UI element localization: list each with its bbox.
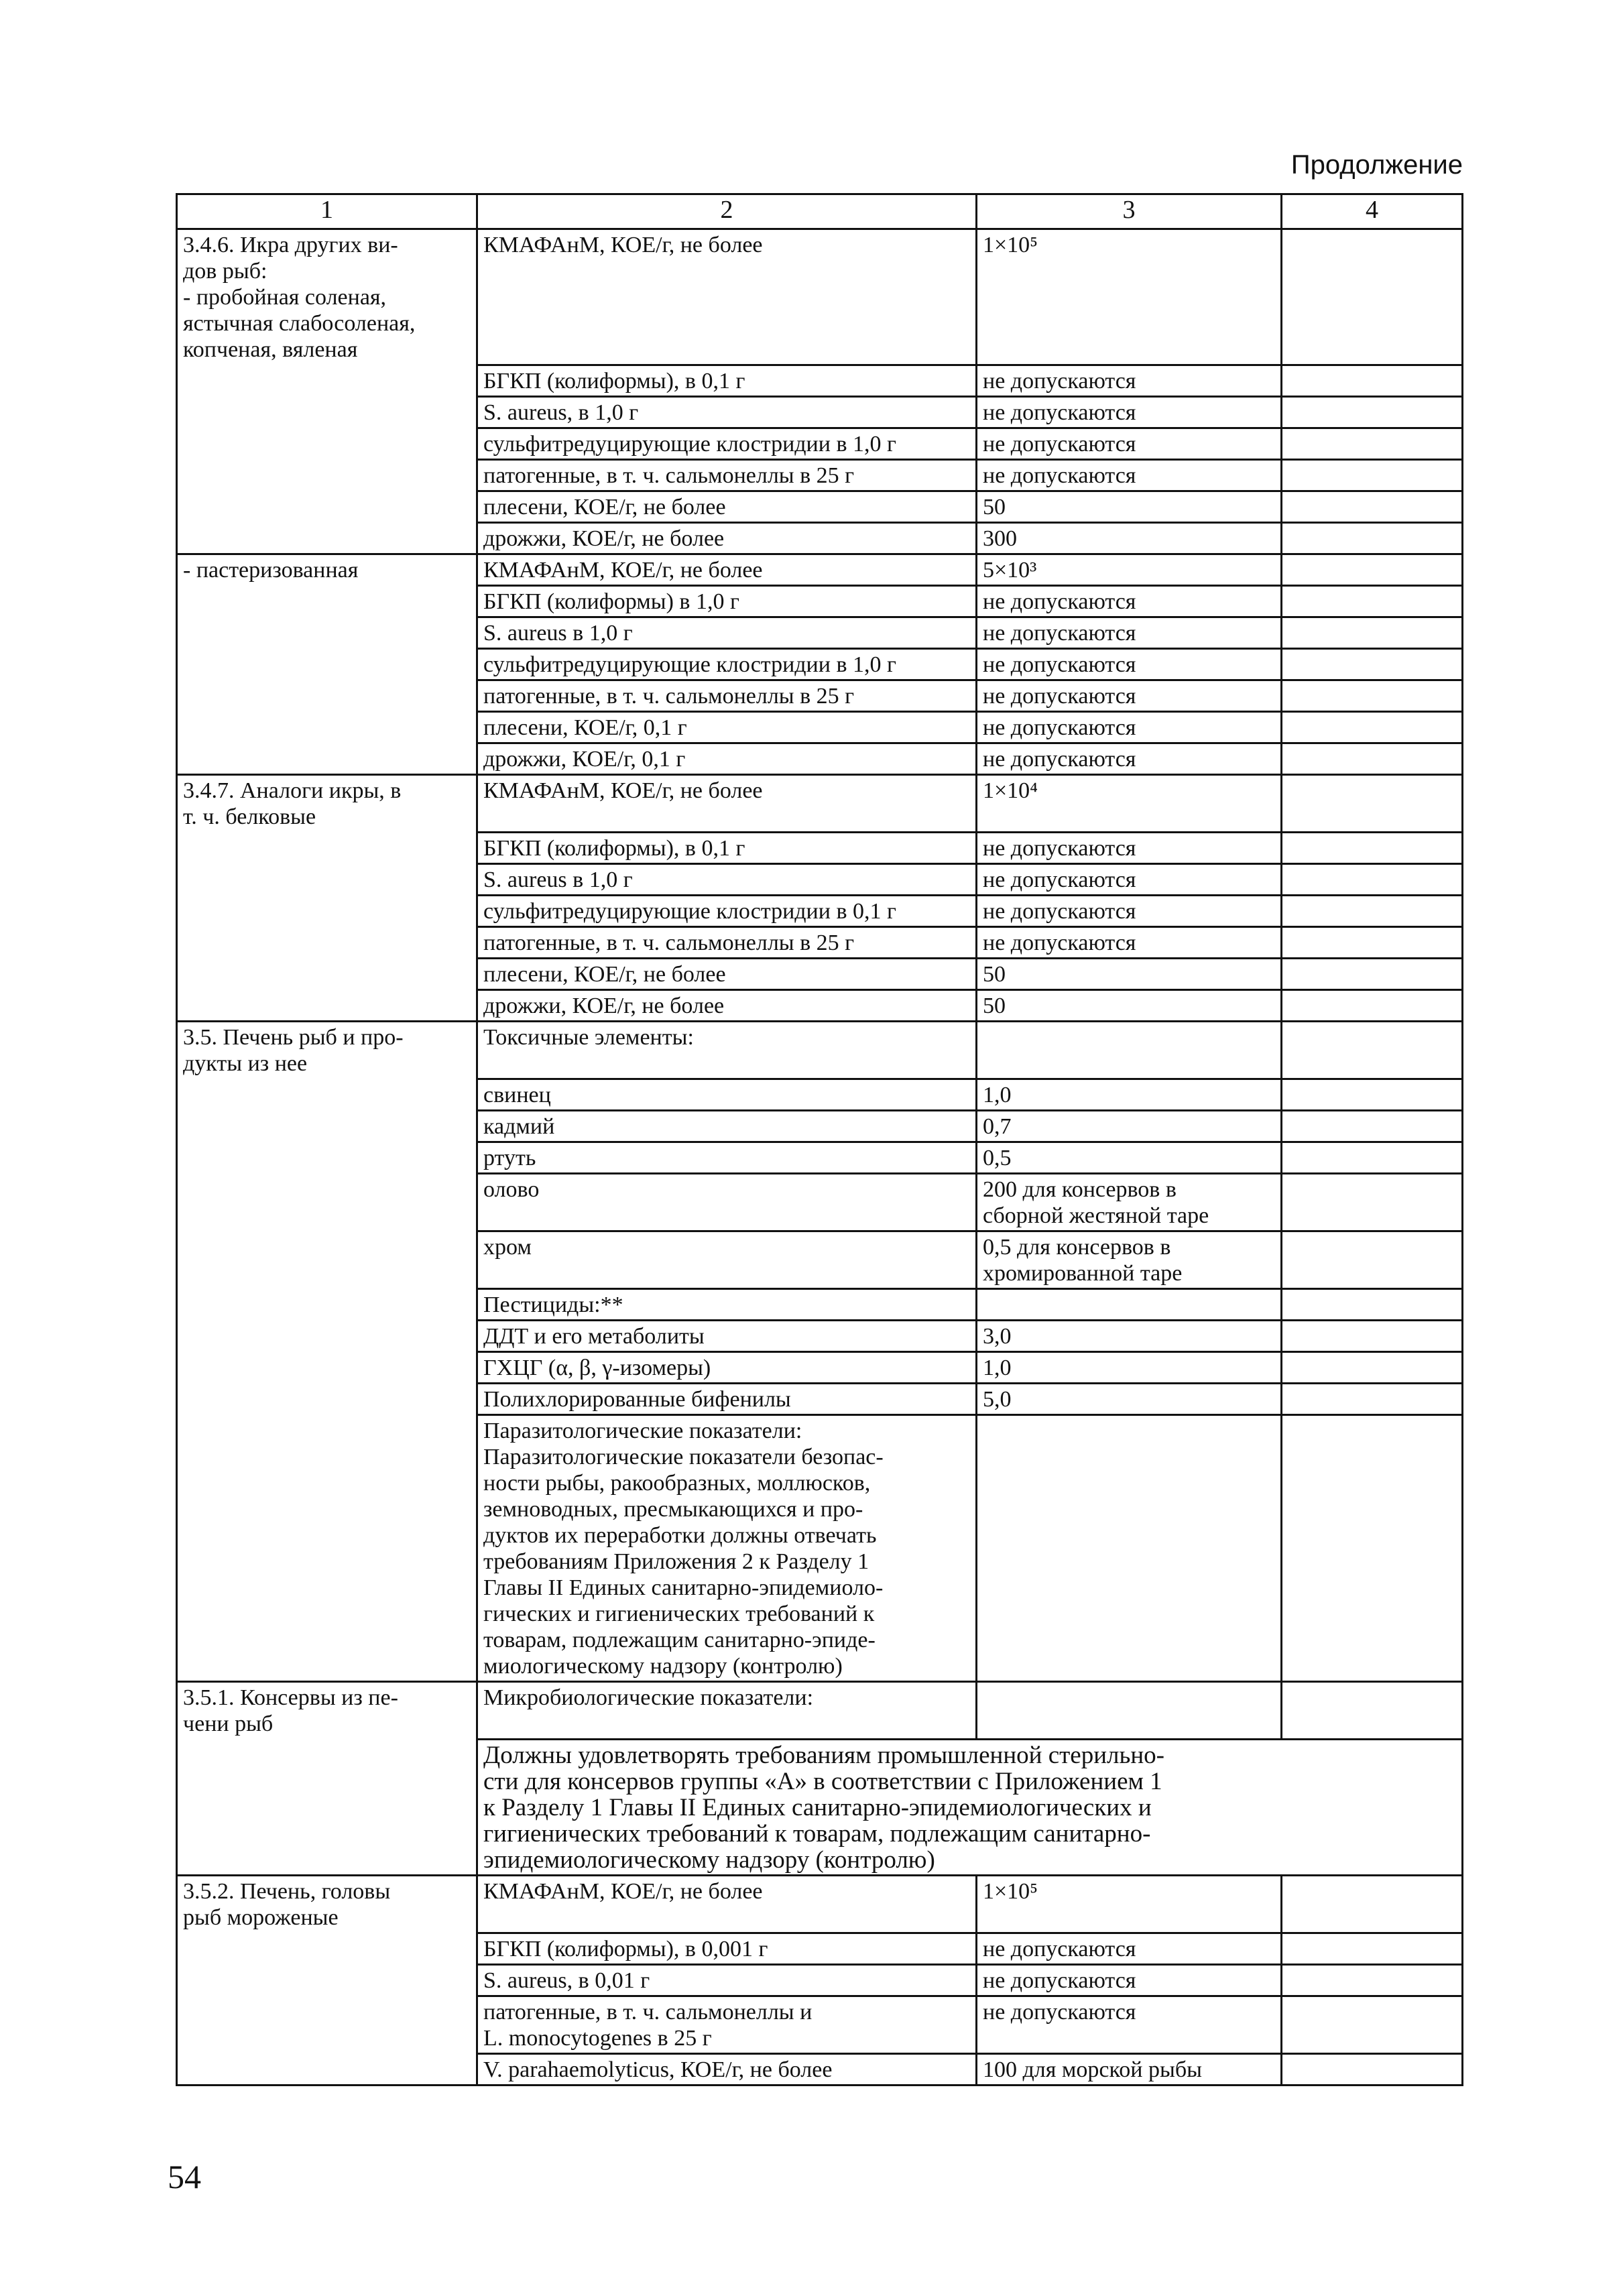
- note-cell: [1282, 1965, 1463, 1996]
- indicator-cell: БГКП (колиформы), в 0,001 г: [477, 1933, 977, 1965]
- note-cell: [1282, 959, 1463, 990]
- category-cell-continued: [177, 1352, 477, 1384]
- norm-value-cell: [977, 1682, 1282, 1740]
- note-cell: [1282, 586, 1463, 617]
- table-row: [177, 775, 1463, 833]
- category-cell-continued: [177, 864, 477, 896]
- table-row: [177, 1415, 1463, 1682]
- norm-value-cell: не допускаются: [977, 1996, 1282, 2054]
- norm-value-cell: 0,5: [977, 1142, 1282, 1174]
- norm-value-cell: 100 для морской рыбы: [977, 2054, 1282, 2086]
- indicator-cell: патогенные, в т. ч. сальмонеллы в 25 г: [477, 680, 977, 712]
- note-cell: [1282, 2054, 1463, 2086]
- note-cell: [1282, 229, 1463, 365]
- norm-value-cell: [977, 1289, 1282, 1321]
- note-cell: [1282, 927, 1463, 959]
- indicator-cell: КМАФАнМ, КОЕ/г, не более: [477, 775, 977, 833]
- table-row: [177, 990, 1463, 1022]
- indicator-cell: ГХЦГ (α, β, γ-изомеры): [477, 1352, 977, 1384]
- indicator-cell: дрожжи, КОЕ/г, 0,1 г: [477, 743, 977, 775]
- indicator-cell: плесени, КОЕ/г, 0,1 г: [477, 712, 977, 743]
- indicator-cell: кадмий: [477, 1111, 977, 1142]
- indicator-cell: плесени, КОЕ/г, не более: [477, 959, 977, 990]
- norm-value-cell: не допускаются: [977, 586, 1282, 617]
- category-cell-continued: [177, 428, 477, 460]
- norm-value-cell: 200 для консервов в сборной жестяной таре: [977, 1174, 1282, 1231]
- table-row: [177, 833, 1463, 864]
- category-cell: 3.5.1. Консервы из пе- чени рыб: [177, 1682, 477, 1740]
- norm-value-cell: не допускаются: [977, 460, 1282, 491]
- category-cell-continued: [177, 959, 477, 990]
- indicator-cell: Полихлорированные бифенилы: [477, 1384, 977, 1415]
- category-cell-continued: [177, 1231, 477, 1289]
- norm-value-cell: не допускаются: [977, 1965, 1282, 1996]
- norm-value-cell: 0,7: [977, 1111, 1282, 1142]
- note-cell: [1282, 1415, 1463, 1682]
- table-row: [177, 1174, 1463, 1231]
- indicator-cell: ДДТ и его метаболиты: [477, 1321, 977, 1352]
- category-cell: 3.4.7. Аналоги икры, в т. ч. белковые: [177, 775, 477, 833]
- category-cell-continued: [177, 365, 477, 397]
- column-header: 1: [177, 194, 477, 229]
- norm-value-cell: 1×10⁵: [977, 229, 1282, 365]
- note-cell: [1282, 1142, 1463, 1174]
- indicator-cell: олово: [477, 1174, 977, 1231]
- table-row: [177, 460, 1463, 491]
- note-cell: [1282, 1384, 1463, 1415]
- category-cell-continued: [177, 460, 477, 491]
- table-row: [177, 680, 1463, 712]
- norm-value-cell: не допускаются: [977, 712, 1282, 743]
- indicator-cell: патогенные, в т. ч. сальмонеллы в 25 г: [477, 460, 977, 491]
- note-cell: [1282, 523, 1463, 554]
- note-cell: [1282, 775, 1463, 833]
- category-cell-continued: [177, 649, 477, 680]
- table-row: [177, 428, 1463, 460]
- page-number: 54: [168, 2158, 201, 2195]
- category-cell-continued: [177, 586, 477, 617]
- note-cell: [1282, 896, 1463, 927]
- category-cell: 3.4.6. Икра других ви- дов рыб: - пробойная соленая, ястычная слабосоленая, копченая, вяленая: [177, 229, 477, 365]
- norm-value-cell: не допускаются: [977, 1933, 1282, 1965]
- table-row: [177, 927, 1463, 959]
- indicator-cell: ртуть: [477, 1142, 977, 1174]
- category-cell-continued: [177, 1415, 477, 1682]
- column-header: 3: [977, 194, 1282, 229]
- norm-value-cell: не допускаются: [977, 680, 1282, 712]
- note-cell: [1282, 1352, 1463, 1384]
- norm-value-cell: [977, 1415, 1282, 1682]
- norm-value-cell: 0,5 для консервов в хромированной таре: [977, 1231, 1282, 1289]
- category-cell: 3.5. Печень рыб и про- дукты из нее: [177, 1022, 477, 1079]
- category-cell-continued: [177, 743, 477, 775]
- category-cell-continued: [177, 1142, 477, 1174]
- note-cell: [1282, 1876, 1463, 1933]
- note-cell: [1282, 617, 1463, 649]
- table-row: [177, 2054, 1463, 2086]
- category-cell-continued: [177, 1384, 477, 1415]
- table-row: [177, 1965, 1463, 1996]
- table-row: [177, 1876, 1463, 1933]
- indicator-cell: Пестициды:**: [477, 1289, 977, 1321]
- category-cell-continued: [177, 491, 477, 523]
- category-cell-continued: [177, 990, 477, 1022]
- table-row: [177, 365, 1463, 397]
- category-cell-continued: [177, 680, 477, 712]
- category-cell-continued: [177, 1111, 477, 1142]
- table-row: [177, 1231, 1463, 1289]
- table-row: [177, 712, 1463, 743]
- table-row: [177, 1384, 1463, 1415]
- continuation-label: Продолжение: [1290, 150, 1463, 180]
- indicator-cell: БГКП (колиформы), в 0,1 г: [477, 365, 977, 397]
- indicator-cell: дрожжи, КОЕ/г, не более: [477, 990, 977, 1022]
- note-cell: [1282, 491, 1463, 523]
- table-row: [177, 1022, 1463, 1079]
- note-cell: [1282, 649, 1463, 680]
- category-cell-continued: [177, 2054, 477, 2086]
- note-cell: [1282, 712, 1463, 743]
- norm-value-cell: 50: [977, 990, 1282, 1022]
- indicator-cell: патогенные, в т. ч. сальмонеллы в 25 г: [477, 927, 977, 959]
- table-row: [177, 1996, 1463, 2054]
- table-body: [177, 194, 1463, 2086]
- indicator-cell: сульфитредуцирующие клостридии в 1,0 г: [477, 428, 977, 460]
- category-cell-continued: [177, 1321, 477, 1352]
- indicator-cell: плесени, КОЕ/г, не более: [477, 491, 977, 523]
- norm-value-cell: не допускаются: [977, 896, 1282, 927]
- category-cell-continued: [177, 833, 477, 864]
- indicator-cell: КМАФАнМ, КОЕ/г, не более: [477, 1876, 977, 1933]
- category-cell-continued: [177, 1996, 477, 2054]
- table-row: [177, 554, 1463, 586]
- note-cell: [1282, 1321, 1463, 1352]
- table-row: [177, 1289, 1463, 1321]
- norm-value-cell: не допускаются: [977, 397, 1282, 428]
- indicator-cell: БГКП (колиформы), в 0,1 г: [477, 833, 977, 864]
- indicator-cell: S. aureus, в 0,01 г: [477, 1965, 977, 1996]
- note-cell: [1282, 833, 1463, 864]
- table-row: [177, 586, 1463, 617]
- indicator-cell: S. aureus в 1,0 г: [477, 864, 977, 896]
- column-header: 2: [477, 194, 977, 229]
- norm-value-cell: 1×10⁵: [977, 1876, 1282, 1933]
- norms-table: [176, 193, 1463, 2086]
- category-cell-continued: [177, 1965, 477, 1996]
- norm-value-cell: не допускаются: [977, 743, 1282, 775]
- category-cell-continued: [177, 1079, 477, 1111]
- note-cell: [1282, 1996, 1463, 2054]
- category-cell-continued: [177, 927, 477, 959]
- category-cell-continued: [177, 1289, 477, 1321]
- table-row: [177, 959, 1463, 990]
- norm-value-cell: 1,0: [977, 1079, 1282, 1111]
- norm-value-cell: не допускаются: [977, 428, 1282, 460]
- table-row: [177, 1682, 1463, 1740]
- norm-value-cell: не допускаются: [977, 833, 1282, 864]
- note-cell: [1282, 1111, 1463, 1142]
- norm-value-cell: не допускаются: [977, 617, 1282, 649]
- category-cell: - пастеризованная: [177, 554, 477, 586]
- table-row: [177, 1740, 1463, 1876]
- norm-value-cell: 1×10⁴: [977, 775, 1282, 833]
- note-cell: [1282, 1231, 1463, 1289]
- note-cell: [1282, 743, 1463, 775]
- column-header-row: [177, 194, 1463, 229]
- note-cell: [1282, 864, 1463, 896]
- table-row: [177, 743, 1463, 775]
- category-cell-continued: [177, 712, 477, 743]
- indicator-cell: БГКП (колиформы) в 1,0 г: [477, 586, 977, 617]
- indicator-cell: хром: [477, 1231, 977, 1289]
- table-row: [177, 523, 1463, 554]
- indicator-cell: сульфитредуцирующие клостридии в 0,1 г: [477, 896, 977, 927]
- category-cell-continued: [177, 397, 477, 428]
- norm-value-cell: 50: [977, 959, 1282, 990]
- category-cell-continued: [177, 1933, 477, 1965]
- indicator-cell: свинец: [477, 1079, 977, 1111]
- table-row: [177, 896, 1463, 927]
- note-cell: [1282, 460, 1463, 491]
- indicator-cell: сульфитредуцирующие клостридии в 1,0 г: [477, 649, 977, 680]
- table-row: [177, 491, 1463, 523]
- indicator-cell: КМАФАнМ, КОЕ/г, не более: [477, 229, 977, 365]
- norm-value-cell: 300: [977, 523, 1282, 554]
- norm-value-cell: [977, 1022, 1282, 1079]
- indicator-cell: патогенные, в т. ч. сальмонеллы и L. monocytogenes в 25 г: [477, 1996, 977, 2054]
- indicator-cell: S. aureus, в 1,0 г: [477, 397, 977, 428]
- merged-requirement-cell: Должны удовлетворять требованиям промышленной стерильно- сти для консервов группы «А» в соответствии с Приложением 1 к Разделу 1 Главы II Единых санитарно-эпидемиологических и гигиенических требований к товарам, подлежащим санитарно- эпидемиологическому надзору (контролю): [477, 1740, 1463, 1876]
- note-cell: [1282, 680, 1463, 712]
- category-cell-continued: [177, 1174, 477, 1231]
- indicator-cell: дрожжи, КОЕ/г, не более: [477, 523, 977, 554]
- note-cell: [1282, 1933, 1463, 1965]
- column-header: 4: [1282, 194, 1463, 229]
- table-row: [177, 1321, 1463, 1352]
- indicator-cell: Токсичные элементы:: [477, 1022, 977, 1079]
- table-row: [177, 397, 1463, 428]
- norm-value-cell: 50: [977, 491, 1282, 523]
- indicator-cell: КМАФАнМ, КОЕ/г, не более: [477, 554, 977, 586]
- note-cell: [1282, 397, 1463, 428]
- table-row: [177, 649, 1463, 680]
- norm-value-cell: не допускаются: [977, 365, 1282, 397]
- norm-value-cell: не допускаются: [977, 864, 1282, 896]
- note-cell: [1282, 1289, 1463, 1321]
- norm-value-cell: 5,0: [977, 1384, 1282, 1415]
- indicator-cell: Микробиологические показатели:: [477, 1682, 977, 1740]
- table-row: [177, 1933, 1463, 1965]
- norm-value-cell: 1,0: [977, 1352, 1282, 1384]
- note-cell: [1282, 554, 1463, 586]
- note-cell: [1282, 1682, 1463, 1740]
- norm-value-cell: не допускаются: [977, 649, 1282, 680]
- table-row: [177, 1352, 1463, 1384]
- table-row: [177, 229, 1463, 365]
- norm-value-cell: не допускаются: [977, 927, 1282, 959]
- note-cell: [1282, 1079, 1463, 1111]
- note-cell: [1282, 428, 1463, 460]
- table-row: [177, 1079, 1463, 1111]
- norm-value-cell: 3,0: [977, 1321, 1282, 1352]
- note-cell: [1282, 990, 1463, 1022]
- category-cell-continued: [177, 617, 477, 649]
- note-cell: [1282, 1174, 1463, 1231]
- table-row: [177, 1142, 1463, 1174]
- table-row: [177, 864, 1463, 896]
- category-cell: 3.5.2. Печень, головы рыб мороженые: [177, 1876, 477, 1933]
- indicator-cell: Паразитологические показатели: Паразитологические показатели безопас- ности рыбы, ракообразных, моллюсков, земноводных, пресмыкающихся и про- дуктов их переработки должны отвечать требованиям Приложения 2 к Разделу 1 Главы II Единых санитарно-эпидемиоло- гических и гигиенических требований к товарам, подлежащим санитарно-эпиде- миологическому надзору (контролю): [477, 1415, 977, 1682]
- indicator-cell: V. parahaemolyticus, КОЕ/г, не более: [477, 2054, 977, 2086]
- note-cell: [1282, 1022, 1463, 1079]
- category-cell-continued: [177, 896, 477, 927]
- norm-value-cell: 5×10³: [977, 554, 1282, 586]
- table-row: [177, 1111, 1463, 1142]
- indicator-cell: S. aureus в 1,0 г: [477, 617, 977, 649]
- category-cell-continued: [177, 1740, 477, 1876]
- note-cell: [1282, 365, 1463, 397]
- category-cell-continued: [177, 523, 477, 554]
- table-row: [177, 617, 1463, 649]
